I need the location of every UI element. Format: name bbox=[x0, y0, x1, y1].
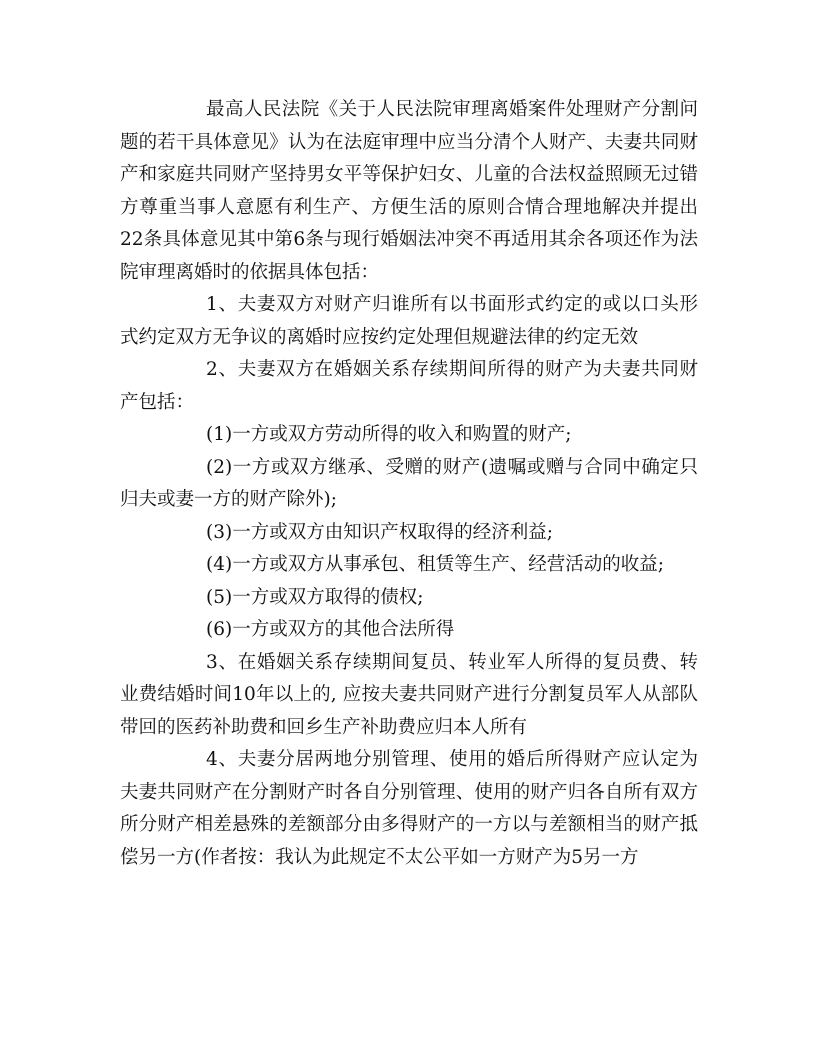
clause-2-item-6: (6)一方或双方的其他合法所得 bbox=[206, 619, 455, 640]
clause-2-paragraph: 2、夫妻双方在婚姻关系存续期间所得的财产为夫妻共同财产包括： bbox=[120, 359, 698, 413]
document-body bbox=[120, 94, 698, 874]
clause-2-item-1: (1)一方或双方劳动所得的收入和购置的财产; bbox=[206, 424, 572, 445]
clause-4-paragraph: 4、夫妻分居两地分别管理、使用的婚后所得财产应认定为夫妻共同财产在分割财产时各自分别管理、使用的财产归各自所有双方所分财产相差悬殊的差额部分由多得财产的一方以与差额相当的财产抵偿另一方(作者按：我认为此规定不太公平如一方财产为5另一方 bbox=[120, 749, 698, 868]
clause-2-item-4: (4)一方或双方从事承包、租赁等生产、经营活动的收益; bbox=[206, 554, 664, 575]
intro-paragraph: 最高人民法院《关于人民法院审理离婚案件处理财产分割问题的若干具体意见》认为在法庭审理中应当分清个人财产、夫妻共同财产和家庭共同财产坚持男女平等保护妇女、儿童的合法权益照顾无过错方尊重当事人意愿有利生产、方便生活的原则合情合理地解决并提出22条具体意见其中第6条与现行婚姻法冲突不再适用其余各项还作为法院审理离婚时的依据具体包括： bbox=[120, 99, 698, 283]
clause-3-paragraph: 3、在婚姻关系存续期间复员、转业军人所得的复员费、转业费结婚时间10年以上的, 应按夫妻共同财产进行分割复员军人从部队带回的医药补助费和回乡生产补助费应归本人所有 bbox=[120, 651, 698, 738]
clause-2-item-3: (3)一方或双方由知识产权取得的经济利益; bbox=[206, 521, 553, 543]
clause-2-item-5: (5)一方或双方取得的债权; bbox=[206, 586, 424, 608]
clause-1-paragraph: 1、夫妻双方对财产归谁所有以书面形式约定的或以口头形式约定双方无争议的离婚时应按约定处理但规避法律的约定无效 bbox=[120, 294, 698, 348]
clause-2-item-2: (2)一方或双方继承、受赠的财产(遗嘱或赠与合同中确定只归夫或妻一方的财产除外); bbox=[120, 456, 698, 510]
